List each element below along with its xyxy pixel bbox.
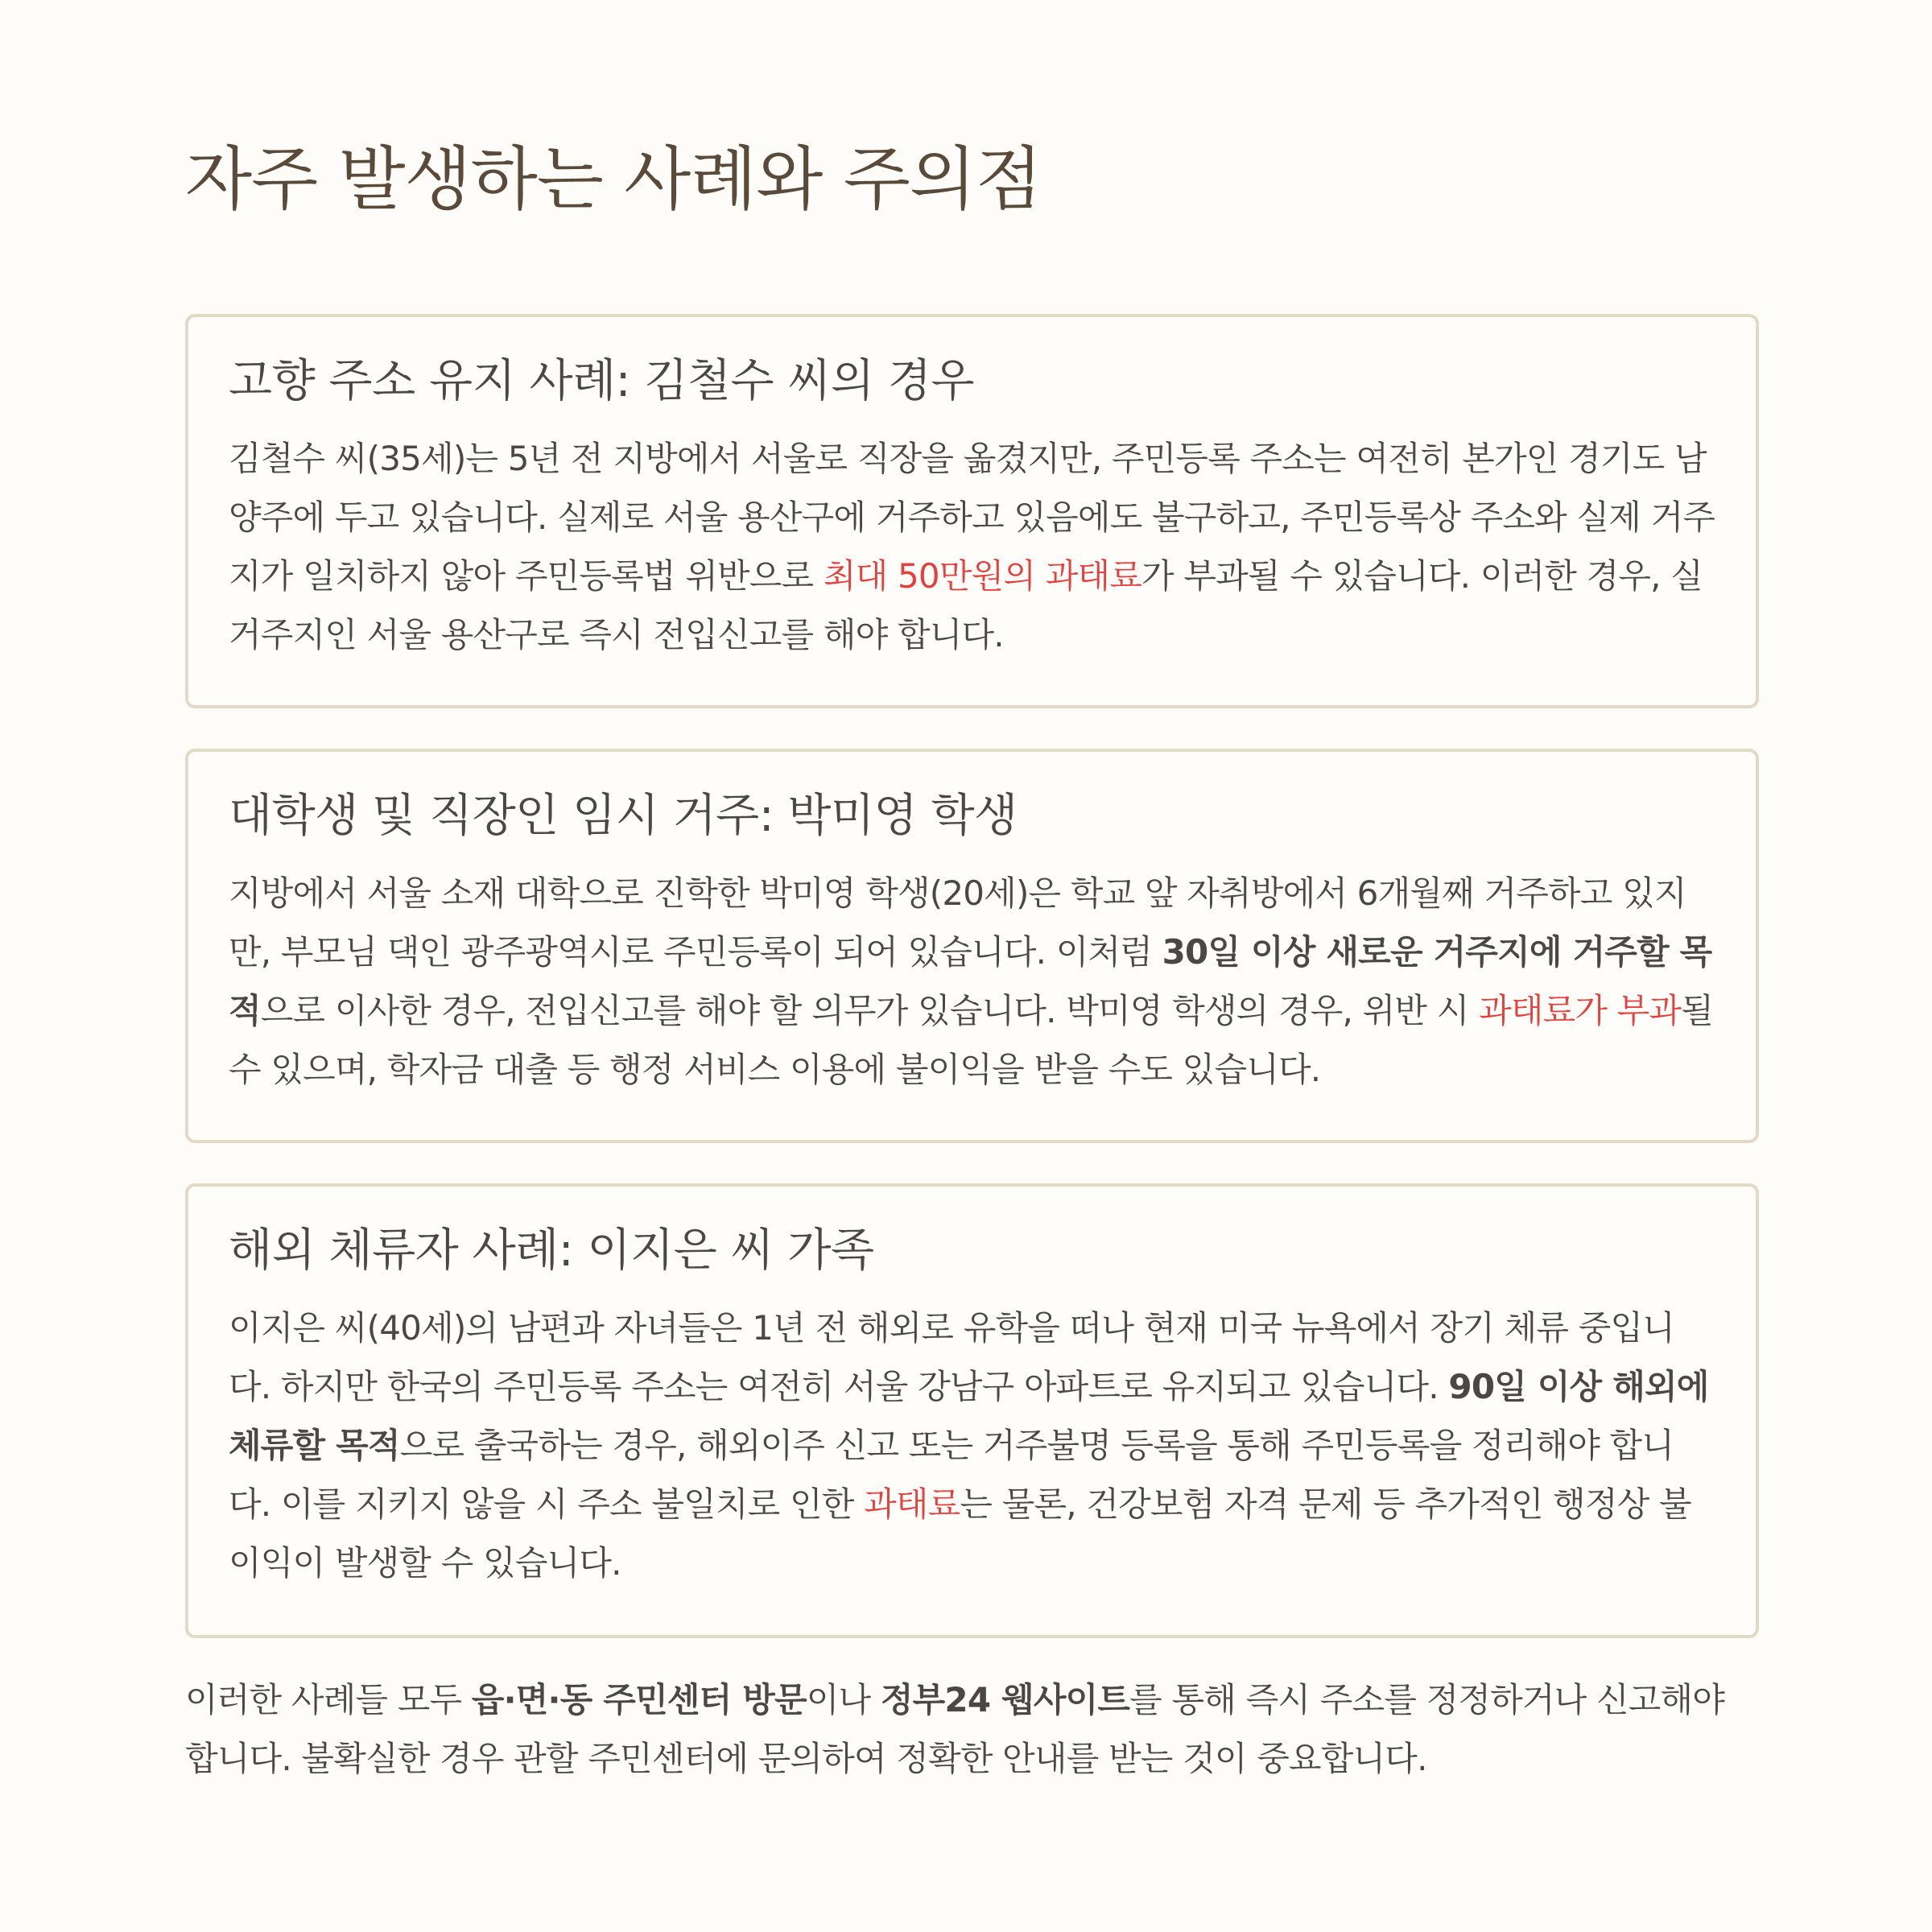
fine-highlight: 과태료가 부과 (1479, 990, 1682, 1030)
summary-text: 이나 (806, 1680, 881, 1719)
case-body (229, 864, 1715, 1099)
case-text: 김철수 씨(35세)는 5년 전 지방에서 서울로 직장을 옮겼지만, 주민등록 주소는 여전히 본가인 경기도 남양주에 두고 있습니다. 실제로 서울 용산구에 거주하고 있음에도 불구하고, 주민등록상 주소와 실제 거주지가 일치하지 않아 주민등록법 위반으로 (229, 438, 1715, 596)
bold-emphasis: 정부24 웹사이트 (880, 1680, 1130, 1719)
bold-emphasis: 읍·면·동 주민센터 방문 (471, 1680, 807, 1719)
case-heading: 해외 체류자 사례: 이지은 씨 가족 (229, 1224, 874, 1277)
case-text: 으로 출국하는 경우, 해외이주 신고 또는 거주불명 등록을 통해 주민등록을 정리해야 합니다. 이를 지키지 않을 시 주소 불일치로 인한 (229, 1425, 1674, 1524)
fine-highlight: 과태료 (864, 1484, 960, 1524)
case-text: 가 부과될 수 있습니다. 이러한 경우, 실거주지인 서울 용산구로 즉시 전입신고를 해야 합니다. (229, 555, 1703, 654)
bold-emphasis: 30일 이상 새로운 거주지에 거주할 목적 (229, 931, 1712, 1030)
bold-emphasis: 90일 이상 해외에 체류할 목적 (229, 1366, 1709, 1465)
case-text: 될 수 있으며, 학자금 대출 등 행정 서비스 이용에 불이익을 받을 수도 있습니다. (229, 990, 1714, 1089)
summary-text: 이러한 사례들 모두 (185, 1680, 472, 1719)
case-card-kim (185, 314, 1759, 708)
page-content (185, 137, 1759, 1778)
case-card-lee (185, 1183, 1759, 1638)
case-text: 지방에서 서울 소재 대학으로 진학한 박미영 학생(20세)은 학교 앞 자취방에서 6개월째 거주하고 있지만, 부모님 댁인 광주광역시로 주민등록이 되어 있습니다. 이처럼 (229, 873, 1686, 972)
case-heading: 고향 주소 유지 사례: 김철수 씨의 경우 (229, 355, 975, 407)
case-text: 는 물론, 건강보험 자격 문제 등 추가적인 행정상 불이익이 발생할 수 있습니다. (229, 1484, 1691, 1583)
case-body (229, 429, 1715, 664)
summary-text: 를 통해 즉시 주소를 정정하거나 신고해야 합니다. 불확실한 경우 관할 주민센터에 문의하여 정확한 안내를 받는 것이 중요합니다. (185, 1680, 1725, 1778)
case-text: 으로 이사한 경우, 전입신고를 해야 할 의무가 있습니다. 박미영 학생의 경우, 위반 시 (260, 990, 1480, 1030)
case-text: 이지은 씨(40세)의 남편과 자녀들은 1년 전 해외로 유학을 떠나 현재 미국 뉴욕에서 장기 체류 중입니다. 하지만 한국의 주민등록 주소는 여전히 서울 강남구 아파트로 유지되고 있습니다. (229, 1307, 1674, 1406)
case-heading: 대학생 및 직장인 임시 거주: 박미영 학생 (229, 790, 1018, 842)
fine-highlight: 최대 50만원의 과태료 (823, 555, 1142, 596)
summary-paragraph (185, 1670, 1759, 1788)
case-body (229, 1298, 1715, 1592)
case-card-park (185, 749, 1759, 1143)
page-title: 자주 발생하는 사례와 주의점 (185, 139, 1042, 220)
